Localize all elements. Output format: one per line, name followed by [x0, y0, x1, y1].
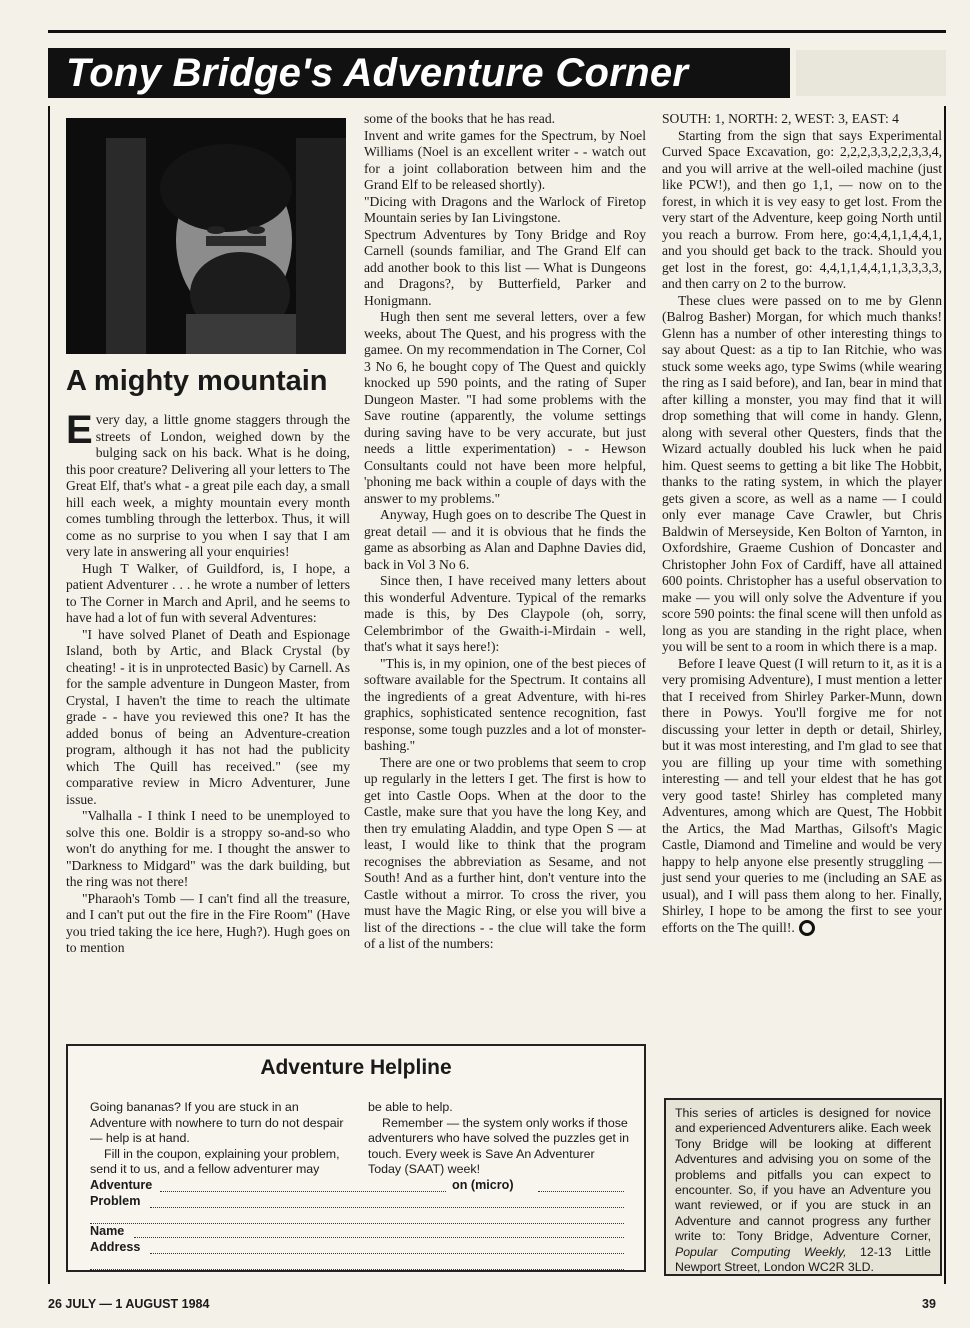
column-3: [662, 111, 942, 936]
paragraph: Spectrum Adventures by Tony Bridge and Roy Carnell (sounds familiar, and The Grand Elf can add another book to this list — What is Dungeons and Dragons?, by Butterfield, Parker and Honigmann.: [364, 226, 646, 308]
paragraph: Every day, a little gnome staggers through the streets of London, weighed down by the bulging sack on his back. What is he doing, this poor creature? Delivering all your letters to The Great Elf, that's what - a great pile each day, a small hill each week, a mighty mountain every month comes tumbling through the letterbox. Thus, it will come as no surprise to you when I say that I am very late in answering all your enquiries!: [66, 408, 350, 559]
helpline-text-left: [90, 1100, 352, 1178]
banner-bleed-through: [796, 50, 946, 96]
info-address: 12-13 Little Newport Street, London WC2R 3LD.: [675, 1244, 932, 1275]
helpline-text-right: [368, 1100, 630, 1178]
article-headline: A mighty mountain: [66, 365, 328, 397]
paragraph: Before I leave Quest (I will return to it, as it is a very promising Adventure), I must mention a letter that I received from Shirley Parker-Munn, down there in Powys. You'll forgive me for not discussing your letter in depth or detail, Shirley, but it was most interesting, and I'm glad to see that you are filling up your time with something interesting — and tell your eldest that he has got very good taste! Shirley has completed many Adventures, among which are Quest, The Hobbit the Artics, the Mad Marthas, Gilsoft's Magic Castle, Diamond and Timeline and would be very happy to help anyone else presently struggling — just send your queries to me (including an SAE as usual), and I will pass them along to her. Finally, Shirley, I hope to be among the first to see your efforts on the The quill!.: [662, 655, 942, 935]
portrait-image: [66, 118, 346, 354]
paragraph: Hugh T Walker, of Guildford, is, I hope, a patient Adventurer . . . he wrote a number of letters to The Corner in March and April, and he seems to have had a lot of fun with several Adventures:: [66, 560, 350, 625]
adventure-label: Adventure: [90, 1178, 153, 1192]
paragraph: "Valhalla - I think I need to be unemployed to solve this one. Boldir is a stroppy so-and-so who won't do anything for me. I thought the answer to "Darkness to Midgard" was the dark building, but the ring was not there!: [66, 808, 350, 889]
paragraph: be able to help.: [368, 1100, 453, 1114]
issue-date: 26 JULY — 1 AUGUST 1984: [48, 1297, 210, 1311]
form-row-problem: [90, 1194, 624, 1210]
paragraph: Invent and write games for the Spectrum, by Noel Williams (Noel is an excellent writer - - watch out for a joint collaboration between him and the Grand Elf to be released shortly).: [364, 127, 646, 192]
paragraph: SOUTH: 1, NORTH: 2, WEST: 3, EAST: 4: [662, 111, 899, 126]
paragraph: "I have solved Planet of Death and Espionage Island, both by Artic, and Black Crystal (by cheating! - it is in unprotected Basic) by Carnell. As for the sample adventure in Dungeon Master, from Crystal, I haven't the time to reach the ultimate grade - - have you reviewed this one? It has the added bonus of being an Adventure-creation program, although it has not had the publicity which The Quill has received." (see my comparative review in Micro Adventurer, June issue.: [66, 626, 350, 807]
adventure-helpline-coupon: [66, 1044, 646, 1272]
drop-cap: E: [66, 408, 93, 452]
paragraph: Remember — the system only works if those adventurers who have solved the puzzles get in touch. Every week is Save An Adventurer Today (SAAT) week!: [368, 1115, 630, 1176]
paragraph: Since then, I have received many letters about this wonderful Adventure. Typical of the remarks made is this, by Des Claypole (oh, sorry, Celembrimbor of the Gwaith-i-Mirdain - well, that's what it says here!):: [364, 573, 646, 654]
paragraph: There are one or two problems that seem to crop up regularly in the letters I get. The first is how to get into Castle Oops. When at the door to the Castle, make sure that you have the long Key, and then try emulating Aladdin, and type Open S — at least, I would like to think that the program recognises the abbreviation as Sesame, and not South! And as a further hint, don't venture into the Castle without a mirror. To cross the river, you must have the Magic Ring, or else you will bive a list of the directions - - the clue will take the form of a list of the numbers:: [364, 754, 646, 951]
problem-field[interactable]: [150, 1207, 624, 1208]
paragraph: These clues were passed on to me by Glenn (Balrog Basher) Morgan, for which much thanks! Glenn has a number of other interesting things to say about Quest: as a tip to Ian Ritchie, who was stuck some weeks ago, type Swims (while wearing the ring as I said before), and Ian, bear in mind that after killing a monster, you may find that it will drop something that will come in handy. Glenn, along with several other Questers, finds that the Wizard actually doubled his luck when he paid him. Quest seems to getting a bit like The Hobbit, thanks to the rating system, in which the player gets given a score, as well as a name — I could only ever manage Cave Crawler, but Chris Baldwin of Merseyside, Ken Bolton of Yarnton, in Oxfordshire, Graeme Cushion of Doncaster and Christopher John Fox of Cardiff, have all attained 600 points. Christopher has a useful observation to make — you will only solve the Adventure if you score 590 points: the final scene will then unfold as long as you are standing in the right place, when you will be sent to a room in which there is a map.: [662, 292, 942, 654]
adventure-field[interactable]: [160, 1191, 446, 1192]
series-info-box: [664, 1098, 942, 1276]
paragraph: "This is, in my opinion, one of the best pieces of software available for the Spectrum. It contains all the ingredients of a great Adventure, with hi-res graphics, sophisticated sentence recognition, fast response, some tough puzzles and a lot of monster-bashing.": [364, 655, 646, 753]
paragraph: Fill in the coupon, explaining your problem, send it to us, and a fellow adventurer may: [90, 1146, 340, 1176]
problem-label: Problem: [90, 1194, 141, 1208]
paragraph: Going bananas? If you are stuck in an Adventure with nowhere to turn do not despair — help is at hand.: [90, 1100, 344, 1145]
section-banner: Tony Bridge's Adventure Corner: [48, 48, 790, 98]
micro-label: on (micro): [452, 1178, 514, 1192]
paragraph: Starting from the sign that says Experimental Curved Space Excavation, go: 2,2,2,3,3,2,2,3,3,4, and you will arrive at the well-oiled machine (just like PCW!), and then go 1,1, — now on to the forest, in which it is vey easy to get lost. From the very start of the Adventure, keep going North until you reach a burrow. From here, go:4,4,1,1,4,4,1, and you should get back to the track. Should you get lost in the forest, go: 4,4,1,1,4,4,1,1,3,3,3,3, and then carry on 2 to the burrow.: [662, 127, 942, 291]
column-1: [66, 408, 350, 957]
top-rule: [48, 30, 946, 33]
publication-name: Popular Computing Weekly,: [675, 1244, 847, 1259]
name-label: Name: [90, 1224, 125, 1238]
form-row-adventure: [90, 1178, 624, 1194]
form-row-name: [90, 1224, 624, 1240]
paragraph: "Pharaoh's Tomb — I can't find all the treasure, and I can't put out the fire in the Fire Room" (Have you tried taking the ice here, Hugh?). Hugh goes on to mention: [66, 890, 350, 955]
form-row-address-extra: [90, 1256, 624, 1272]
address-label: Address: [90, 1240, 141, 1254]
name-field[interactable]: [134, 1237, 624, 1238]
paragraph: Anyway, Hugh goes on to describe The Quest in great detail — and it is obvious that he finds the game as absorbing as Alan and Daphne Davies did, back in Vol 3 No 6.: [364, 507, 646, 572]
frame-right-rule: [944, 106, 946, 1284]
paragraph: Hugh then sent me several letters, over a few weeks, about The Quest, and his progress with the gamee. On my recommendation in The Corner, Col 3 No 6, he bought copy of The Quest and quickly knocked up 590 points, and the rating of Super Dungeon Master. "I had some problems with the Save routine (apparently, the volume settings during saving have to be very accurate, but just needs a little experimentation) - - Hewson Consultants could not have been more helpful, 'phoning me back within a couple of days with the answer to my problems.": [364, 309, 646, 506]
address-field[interactable]: [150, 1253, 624, 1254]
column-2: [364, 111, 646, 953]
author-photo: [66, 118, 346, 354]
form-row-address: [90, 1240, 624, 1256]
info-text: This series of articles is designed for novice and experienced Adventurers alike. Each week Tony Bridge will be looking at different Adventures and advising you on some of the problems and pitfalls you can expect to encounter. So, if you have an Adventure you want reviewed, or if you are stuck in an Adventure and cannot progress any further write to: Tony Bridge, Adventure Corner,: [675, 1106, 931, 1244]
end-of-article-icon: [799, 920, 815, 936]
page-number: 39: [922, 1297, 936, 1311]
paragraph: "Dicing with Dragons and the Warlock of Firetop Mountain series by Ian Livingstone.: [364, 193, 646, 225]
address-field-line-2[interactable]: [90, 1269, 624, 1270]
helpline-title: Adventure Helpline: [260, 1056, 452, 1079]
frame-left-rule: [48, 106, 50, 1284]
micro-field[interactable]: [538, 1191, 624, 1192]
paragraph: some of the books that he has read.: [364, 111, 556, 126]
